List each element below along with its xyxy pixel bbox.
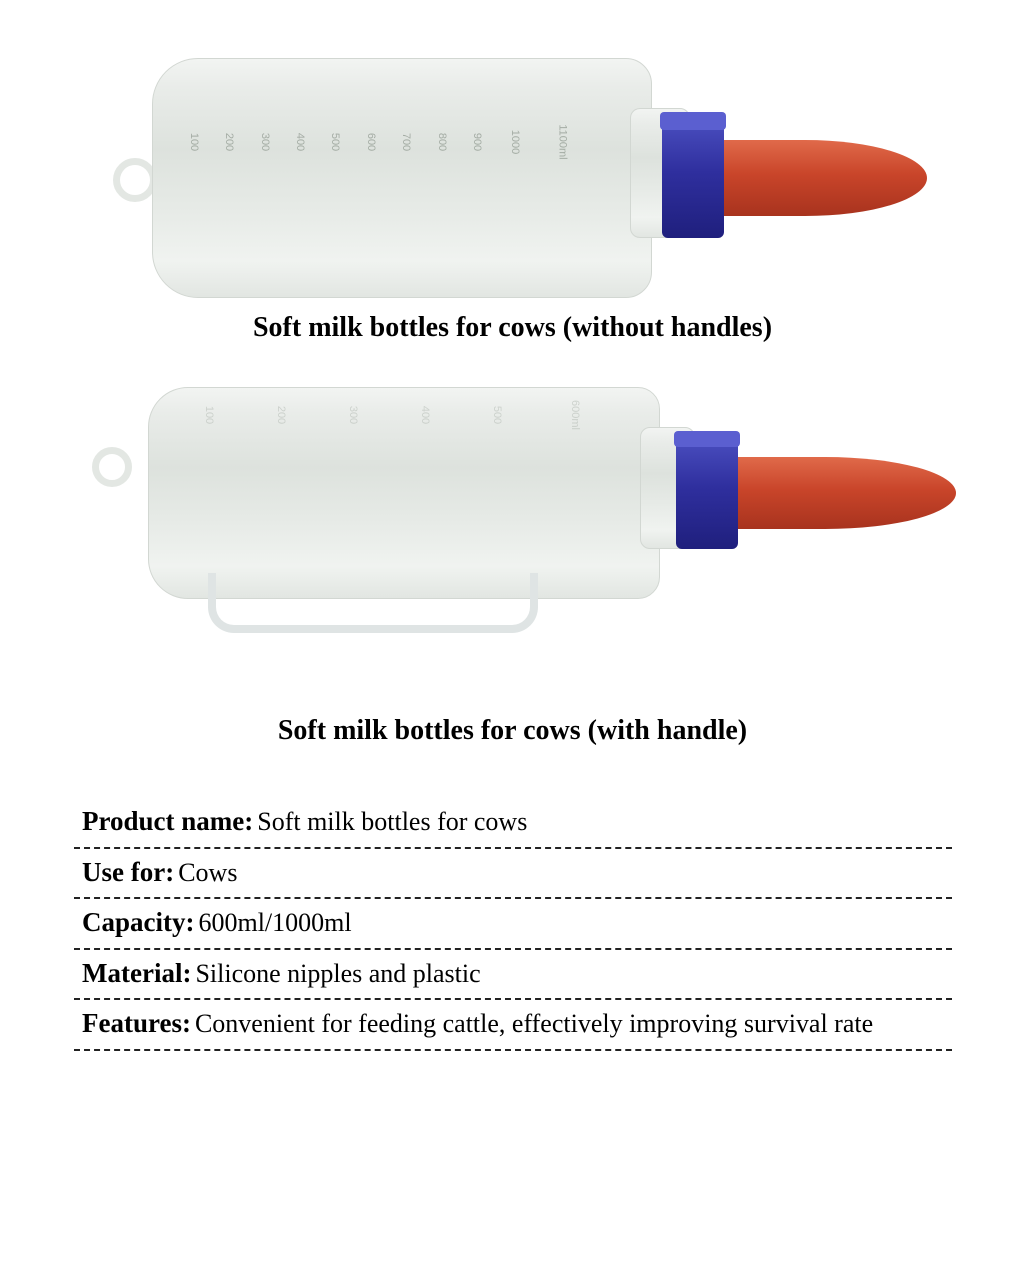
scale-tick: 400 — [294, 132, 307, 152]
spec-row-capacity — [74, 901, 952, 942]
spec-label: Use for: — [82, 856, 175, 887]
spec-row-use-for — [74, 851, 952, 892]
spec-value: 600ml/1000ml — [198, 908, 352, 938]
hanging-ring-icon — [113, 158, 157, 202]
bottle-body — [152, 58, 652, 298]
scale-tick: 200 — [275, 405, 288, 425]
spec-divider — [74, 998, 952, 1000]
spec-row-features — [74, 1002, 952, 1043]
scale-tick: 300 — [258, 132, 271, 152]
spec-divider — [74, 847, 952, 849]
hanging-ring-icon — [92, 447, 132, 487]
scale-tick: 600 — [364, 132, 377, 152]
scale-tick: 800 — [435, 132, 448, 152]
bottle-illustration-2 — [0, 365, 1025, 665]
spec-row-material — [74, 952, 952, 993]
spec-value: Convenient for feeding cattle, effectively improving survival rate — [194, 1009, 874, 1039]
scale-tick: 400 — [419, 405, 432, 425]
silicone-nipple — [738, 457, 956, 529]
bottle-collar-highlight — [674, 431, 740, 447]
scale-tick: 300 — [347, 405, 360, 425]
scale-tick: 500 — [491, 405, 504, 425]
spec-divider — [74, 948, 952, 950]
spec-label: Capacity: — [82, 907, 195, 938]
figure-caption-2: Soft milk bottles for cows (with handle) — [277, 715, 748, 746]
spec-value: Silicone nipples and plastic — [195, 958, 481, 988]
spec-value: Cows — [178, 857, 238, 887]
spec-value: Soft milk bottles for cows — [257, 807, 528, 836]
scale-tick: 900 — [471, 132, 484, 152]
spec-label: Material: — [82, 957, 192, 988]
scale-tick: 100 — [188, 132, 201, 152]
spec-label: Product name: — [82, 806, 254, 836]
product-figure-with-handle — [0, 365, 1025, 746]
bottle-collar-highlight — [660, 112, 726, 130]
bottle-collar — [662, 118, 724, 238]
scale-tick: 200 — [223, 132, 236, 152]
scale-tick: 500 — [329, 132, 342, 152]
bottle-collar — [676, 437, 738, 549]
scale-tick: 700 — [400, 132, 413, 152]
silicone-nipple — [724, 140, 927, 216]
spec-row-product-name — [74, 800, 952, 841]
scale-tick: 1100ml — [556, 124, 569, 160]
spec-divider — [74, 1049, 952, 1051]
carry-handle — [208, 573, 538, 633]
spec-divider — [74, 897, 952, 899]
figure-caption-1: Soft milk bottles for cows (without handles) — [252, 312, 773, 343]
scale-tick: 100 — [203, 405, 216, 425]
product-figure-without-handle — [0, 30, 1025, 343]
spec-label: Features: — [82, 1008, 191, 1039]
product-spec-table — [74, 800, 952, 1053]
scale-tick: 1000 — [509, 129, 522, 155]
scale-tick: 600ml — [568, 400, 581, 430]
bottle-illustration-1 — [0, 30, 1025, 330]
bottle-body — [148, 387, 660, 599]
